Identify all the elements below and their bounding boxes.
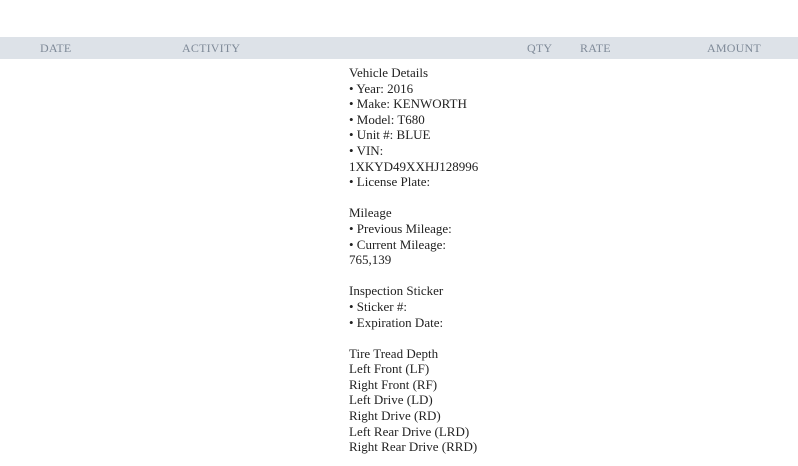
mileage-heading: Mileage bbox=[349, 205, 392, 221]
tire-tread-depth-section bbox=[349, 346, 519, 455]
inspection-expiration-date: • Expiration Date: bbox=[349, 314, 444, 330]
mileage-section bbox=[349, 205, 519, 267]
tire-position-item: Right Rear Drive (RRD) bbox=[349, 439, 478, 455]
section-spacer bbox=[349, 190, 519, 206]
column-header-date: DATE bbox=[40, 41, 72, 55]
column-header-rate: RATE bbox=[580, 41, 611, 55]
tire-position-item: Right Drive (RD) bbox=[349, 408, 441, 424]
column-header-qty: QTY bbox=[527, 41, 553, 55]
vehicle-model: • Model: T680 bbox=[349, 111, 425, 127]
mileage-current-label: • Current Mileage: bbox=[349, 236, 446, 252]
vehicle-vin-value: 1XKYD49XXHJ128996 bbox=[349, 158, 479, 174]
vehicle-year: • Year: 2016 bbox=[349, 80, 414, 96]
mileage-current-value: 765,139 bbox=[349, 252, 392, 268]
vehicle-make: • Make: KENWORTH bbox=[349, 96, 467, 112]
column-header-amount: AMOUNT bbox=[707, 41, 761, 55]
tire-position-item: Left Front (LF) bbox=[349, 361, 430, 377]
inspection-sticker-section bbox=[349, 283, 519, 330]
tire-tread-depth-heading: Tire Tread Depth bbox=[349, 345, 439, 361]
mileage-previous: • Previous Mileage: bbox=[349, 220, 452, 236]
tire-position-item: Left Drive (LD) bbox=[349, 392, 433, 408]
section-spacer bbox=[349, 330, 519, 346]
section-spacer bbox=[349, 268, 519, 284]
vehicle-details-heading: Vehicle Details bbox=[349, 65, 429, 80]
vehicle-details-section bbox=[349, 65, 519, 190]
tire-position-item: Left Rear Drive (LRD) bbox=[349, 423, 470, 439]
inspection-sticker-heading: Inspection Sticker bbox=[349, 283, 444, 299]
vehicle-unit: • Unit #: BLUE bbox=[349, 127, 431, 143]
vehicle-vin-label: • VIN: bbox=[349, 142, 384, 158]
line-item-description bbox=[349, 65, 519, 455]
inspection-sticker-number: • Sticker #: bbox=[349, 298, 407, 314]
table-header bbox=[0, 37, 798, 59]
vehicle-license-plate: • License Plate: bbox=[349, 174, 431, 190]
tire-position-item: Right Front (RF) bbox=[349, 376, 438, 392]
column-header-activity: ACTIVITY bbox=[182, 41, 241, 55]
